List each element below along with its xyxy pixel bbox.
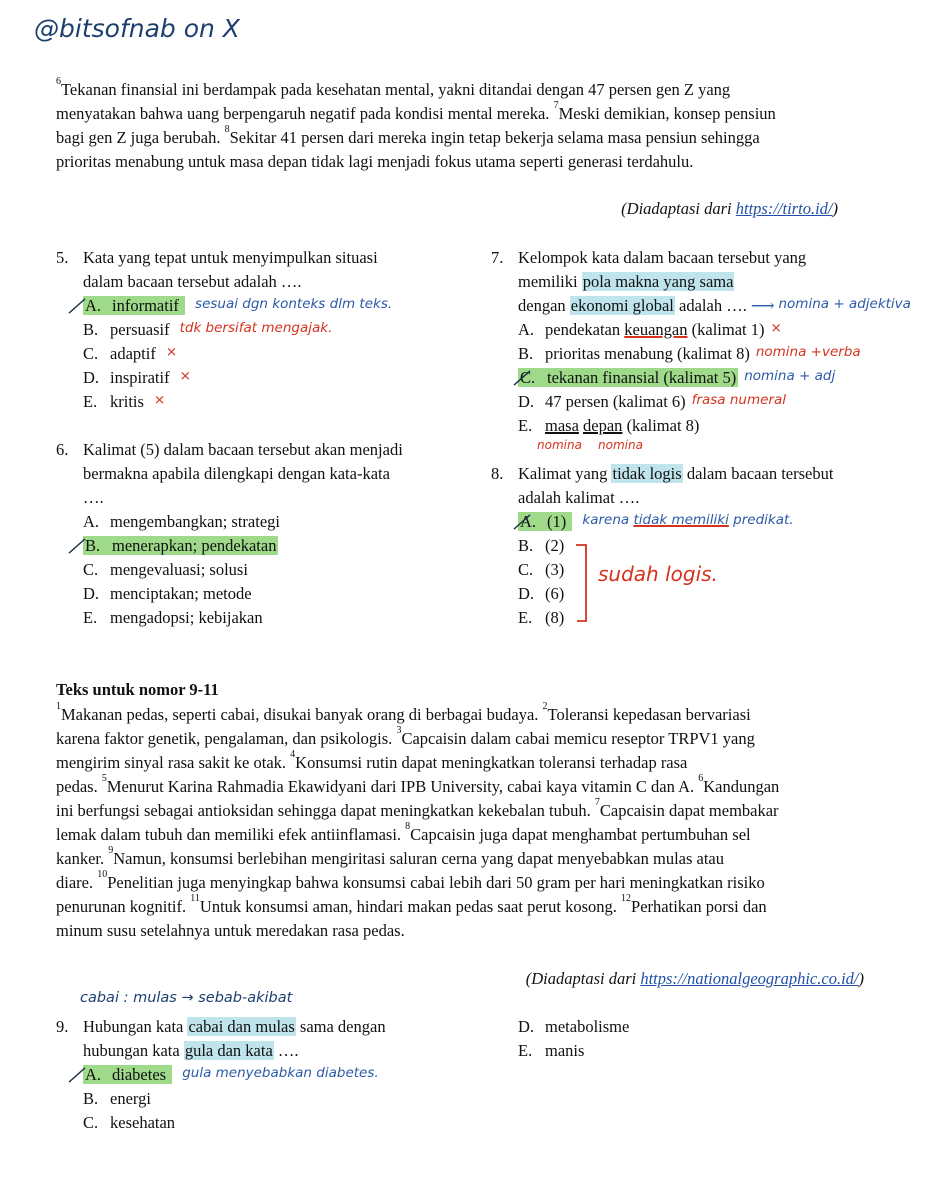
source-link-natgeo[interactable]: https://nationalgeographic.co.id/ [640, 969, 859, 988]
source-citation-1 [621, 199, 838, 219]
highlighted-phrase: tidak logis [612, 464, 682, 483]
option-letter: B. [518, 536, 534, 555]
sentence-number: 10 [97, 869, 108, 880]
option-c[interactable] [56, 342, 392, 366]
option-text: manis [545, 1041, 585, 1060]
handwritten-note: nomina +verba [755, 344, 861, 360]
option-b[interactable] [491, 534, 833, 558]
option-text: pendekatan [545, 320, 625, 339]
option-b[interactable] [56, 1087, 386, 1111]
handwritten-note: gula menyebabkan diabetes. [182, 1065, 379, 1081]
option-text: (kalimat 1) [687, 320, 765, 339]
sentence-number: 6 [698, 773, 704, 784]
passage-2-line-10 [56, 919, 856, 943]
option-letter: D. [518, 1017, 535, 1036]
stem-text: Kata yang tepat untuk menyimpulkan situasi [83, 248, 378, 267]
option-text: (3) [545, 560, 565, 579]
option-a[interactable] [491, 510, 833, 534]
handwritten-note: tdk bersifat mengajak. [179, 320, 333, 336]
question-stem [56, 438, 403, 462]
citation-suffix: ) [858, 969, 864, 988]
option-text: adaptif [110, 344, 156, 363]
sentence-text: karena faktor genetik, pengalaman, dan psikologis. [56, 729, 397, 748]
option-letter: E. [83, 608, 98, 627]
check-stroke-icon [66, 1067, 88, 1083]
answer-highlight [83, 1065, 172, 1084]
question-9 [56, 1015, 386, 1135]
passage-2-line-8 [56, 871, 856, 895]
option-letter: A. [520, 512, 537, 531]
sentence-text: kanker. [56, 849, 109, 868]
wrong-mark: × [153, 392, 166, 408]
option-text: 47 persen (kalimat 6) [545, 392, 686, 411]
option-letter: E. [518, 416, 533, 435]
option-text: metabolisme [545, 1017, 630, 1036]
question-stem [56, 1039, 386, 1063]
check-stroke-icon [511, 370, 533, 386]
sentence-number: 9 [108, 845, 114, 856]
option-a[interactable] [56, 1063, 386, 1087]
sentence-text: Capcaisin dalam cabai memicu reseptor TRPV1 yang [401, 729, 755, 748]
sentence-text: penurunan kognitif. [56, 897, 191, 916]
question-number: 6. [56, 440, 69, 459]
question-9-options-right [518, 1015, 629, 1063]
option-text: informatif [112, 296, 179, 315]
option-d[interactable] [56, 366, 392, 390]
sentence-number: 7 [553, 100, 559, 111]
stem-text: dalam bacaan tersebut [682, 464, 834, 483]
sentence-number: 3 [396, 725, 402, 736]
answer-highlight [83, 296, 185, 315]
option-c[interactable] [491, 366, 911, 390]
option-letter: D. [518, 584, 535, 603]
option-e[interactable] [518, 1039, 629, 1063]
answer-highlight [518, 368, 738, 387]
sentence-text: bagi gen Z juga berubah. [56, 128, 225, 147]
word-class-note-2: nomina [598, 438, 643, 452]
passage-2-line-6 [56, 823, 856, 847]
option-letter: A. [83, 512, 100, 531]
question-number: 7. [491, 248, 504, 267]
sentence-text: lemak dalam tubuh dan memiliki efek antiinflamasi. [56, 825, 406, 844]
source-link-tirto[interactable]: https://tirto.id/ [735, 199, 833, 218]
passage-1-line-4 [56, 150, 856, 174]
note-underlined: tidak memiliki [633, 512, 729, 528]
check-stroke-icon [66, 298, 88, 314]
question-stem [56, 246, 392, 270]
option-text: (kalimat 8) [622, 416, 700, 435]
question-stem [56, 462, 403, 486]
handwritten-note [582, 512, 793, 528]
option-text: kesehatan [110, 1113, 176, 1132]
note-text: predikat. [728, 512, 794, 528]
option-text: tekanan finansial (kalimat 5) [547, 368, 737, 387]
handwritten-note: sesuai dgn konteks dlm teks. [195, 296, 393, 312]
passage-1 [56, 78, 856, 174]
handwritten-note: frasa numeral [691, 392, 786, 408]
option-b[interactable] [56, 318, 392, 342]
underlined-word: masa [545, 416, 579, 435]
stem-text: Hubungan kata [83, 1017, 188, 1036]
option-a[interactable] [56, 294, 392, 318]
option-text: energi [110, 1089, 151, 1108]
passage-2-line-3 [56, 751, 856, 775]
option-a[interactable] [491, 318, 911, 342]
option-text: inspiratif [110, 368, 170, 387]
sentence-text: Capcaisin juga dapat menghambat pertumbuhan sel [410, 825, 751, 844]
highlighted-phrase: gula dan kata [184, 1041, 273, 1060]
stem-text: Kalimat (5) dalam bacaan tersebut akan menjadi [83, 440, 403, 459]
stem-text: adalah kalimat …. [518, 488, 640, 507]
word-class-note-1: nomina [537, 438, 582, 452]
check-stroke-icon [66, 538, 88, 554]
sentence-text: pedas. [56, 777, 102, 796]
highlighted-phrase: cabai dan mulas [188, 1017, 295, 1036]
option-text: prioritas menabung (kalimat 8) [545, 344, 750, 363]
question-stem [56, 1015, 386, 1039]
passage-1-line-3 [56, 126, 856, 150]
arrow-icon: ⟶ [750, 296, 775, 315]
stem-text: dalam bacaan tersebut adalah …. [83, 272, 302, 291]
option-letter: D. [83, 584, 100, 603]
passage-2-line-9 [56, 895, 856, 919]
source-citation-2 [526, 969, 864, 989]
question-stem [491, 462, 833, 486]
option-d[interactable] [491, 390, 911, 414]
sentence-text: Tekanan finansial ini berdampak pada kesehatan mental, yakni ditandai dengan 47 persen gen Z yang [61, 80, 731, 99]
option-text: (2) [545, 536, 565, 555]
sentence-text: Meski demikian, konsep pensiun [558, 104, 776, 123]
question-number: 5. [56, 248, 69, 267]
wrong-mark: × [165, 344, 178, 360]
stem-text: sama dengan [295, 1017, 386, 1036]
sentence-text: Konsumsi rutin dapat meningkatkan toleransi terhadap rasa [295, 753, 688, 772]
sentence-number: 8 [405, 821, 411, 832]
sentence-number: 2 [542, 701, 548, 712]
sentence-number: 1 [56, 701, 61, 712]
option-letter: D. [83, 368, 100, 387]
stem-text: bermakna apabila dilengkapi dengan kata-kata [83, 464, 390, 483]
sentence-text: Sekitar 41 persen dari mereka ingin tetap bekerja selama masa pensiun sehingga [229, 128, 760, 147]
question-8 [491, 462, 833, 630]
option-text: kritis [110, 392, 144, 411]
sentence-text: Makanan pedas, seperti cabai, disukai banyak orang di berbagai budaya. [61, 705, 543, 724]
option-letter: E. [518, 1041, 533, 1060]
question-stem [491, 246, 911, 270]
option-letter: A. [85, 296, 102, 315]
underlined-word: keuangan [624, 320, 688, 339]
stem-text: adalah …. [674, 296, 747, 315]
stem-text: …. [273, 1041, 299, 1060]
sentence-text: Untuk konsumsi aman, hindari makan pedas saat perut kosong. [199, 897, 622, 916]
handwritten-note: nomina + adj [744, 368, 836, 384]
sentence-text: prioritas menabung untuk masa depan tidak lagi menjadi fokus utama seperti generasi terdahulu. [56, 152, 694, 171]
option-letter: D. [518, 392, 535, 411]
option-text: mengadopsi; kebijakan [110, 608, 263, 627]
sentence-text: Capcaisin dapat membakar [599, 801, 779, 820]
sentence-text: menyatakan bahwa uang berpengaruh negatif pada kondisi mental mereka. [56, 104, 554, 123]
sentence-number: 6 [56, 76, 61, 87]
option-letter: A. [85, 1065, 102, 1084]
check-stroke-icon [511, 514, 533, 530]
passage-1-line-2 [56, 102, 856, 126]
question-number: 9. [56, 1017, 69, 1036]
option-text: persuasif [110, 320, 170, 339]
option-c[interactable] [56, 1111, 386, 1135]
sentence-number: 12 [621, 893, 632, 904]
sentence-text: ini berfungsi sebagai antioksidan sehingga dapat meningkatkan kekebalan tubuh. [56, 801, 595, 820]
question-6 [56, 438, 403, 630]
bracket-icon [574, 542, 592, 624]
passage-2-line-7 [56, 847, 856, 871]
sentence-number: 8 [224, 124, 230, 135]
sentence-text: diare. [56, 873, 98, 892]
handwritten-relation-note: cabai : mulas → sebab-akibat [80, 990, 293, 1006]
option-text: (6) [545, 584, 565, 603]
wrong-mark: × [179, 368, 191, 384]
question-stem [491, 270, 911, 294]
option-letter: C. [518, 560, 534, 579]
question-number: 8. [491, 464, 504, 483]
option-e[interactable] [56, 390, 392, 414]
option-letter: C. [83, 1113, 99, 1132]
question-stem [56, 486, 403, 510]
citation-suffix: ) [832, 199, 838, 218]
stem-text: …. [83, 488, 104, 507]
option-e[interactable] [491, 414, 911, 438]
option-letter: B. [83, 1089, 99, 1108]
handwritten-note: nomina + adjektiva [778, 296, 911, 312]
wrong-mark: × [770, 320, 782, 336]
sentence-text: Perhatikan porsi dan [631, 897, 767, 916]
option-text: menerapkan; pendekatan [112, 536, 277, 555]
question-stem [491, 294, 911, 318]
bracket-note: sudah logis. [598, 562, 718, 586]
option-text: (1) [547, 512, 567, 531]
option-text: diabetes [112, 1065, 167, 1084]
option-d[interactable] [518, 1015, 629, 1039]
citation-prefix: (Diadaptasi dari [525, 969, 641, 988]
question-stem [56, 270, 392, 294]
option-text: (8) [545, 608, 565, 627]
sentence-number: 7 [594, 797, 600, 808]
option-e[interactable] [56, 606, 403, 630]
sentence-text: mengirim sinyal rasa sakit ke otak. [56, 753, 291, 772]
option-d[interactable] [56, 582, 403, 606]
sentence-text: Penelitian juga menyingkap bahwa konsumsi cabai lebih dari 50 gram per hari meningkatkan risiko [107, 873, 765, 892]
option-letter: A. [518, 320, 535, 339]
stem-text: memiliki [518, 272, 582, 291]
passage-1-line-1 [56, 78, 856, 102]
sentence-number: 5 [101, 773, 107, 784]
sentence-text: Namun, konsumsi berlebihan mengiritasi saluran cerna yang dapat menyebabkan mulas atau [113, 849, 725, 868]
author-handle: @bitsofnab on X [34, 14, 240, 43]
option-letter: C. [520, 368, 536, 387]
option-letter: E. [83, 392, 98, 411]
note-text: karena [582, 512, 634, 528]
sentence-number: 11 [190, 893, 200, 904]
stem-text: hubungan kata [83, 1041, 184, 1060]
option-letter: B. [518, 344, 534, 363]
option-a[interactable] [56, 510, 403, 534]
stem-text: dengan [518, 296, 570, 315]
passage-2-line-2 [56, 727, 856, 751]
sentence-text: Menurut Karina Rahmadia Ekawidyani dari IPB University, cabai kaya vitamin C dan A. [106, 777, 699, 796]
sentence-number: 4 [290, 749, 296, 760]
option-c[interactable] [56, 558, 403, 582]
option-text: mengembangkan; strategi [110, 512, 280, 531]
option-letter: B. [83, 320, 99, 339]
passage-2 [56, 703, 856, 943]
highlighted-phrase: pola makna yang sama [582, 272, 734, 291]
option-letter: E. [518, 608, 533, 627]
passage-2-heading: Teks untuk nomor 9-11 [56, 680, 219, 699]
sentence-text: Toleransi kepedasan bervariasi [547, 705, 751, 724]
option-letter: C. [83, 344, 99, 363]
passage-2-line-4 [56, 775, 856, 799]
sentence-text: Kandungan [703, 777, 780, 796]
underlined-word: depan [583, 416, 623, 435]
option-text: mengevaluasi; solusi [110, 560, 248, 579]
citation-prefix: (Diadaptasi dari [621, 199, 736, 218]
option-letter: B. [85, 536, 101, 555]
question-7 [491, 246, 911, 438]
passage-2-line-1 [56, 703, 856, 727]
option-text: menciptakan; metode [110, 584, 252, 603]
stem-text: Kelompok kata dalam bacaan tersebut yang [518, 248, 807, 267]
highlighted-phrase: ekonomi global [570, 296, 674, 315]
sentence-text: minum susu setelahnya untuk meredakan rasa pedas. [56, 921, 405, 940]
question-5 [56, 246, 392, 414]
stem-text: Kalimat yang [518, 464, 612, 483]
option-letter: C. [83, 560, 99, 579]
passage-2-line-5 [56, 799, 856, 823]
answer-highlight [83, 536, 278, 555]
option-b[interactable] [56, 534, 403, 558]
option-e[interactable] [491, 606, 833, 630]
option-b[interactable] [491, 342, 911, 366]
question-stem [491, 486, 833, 510]
